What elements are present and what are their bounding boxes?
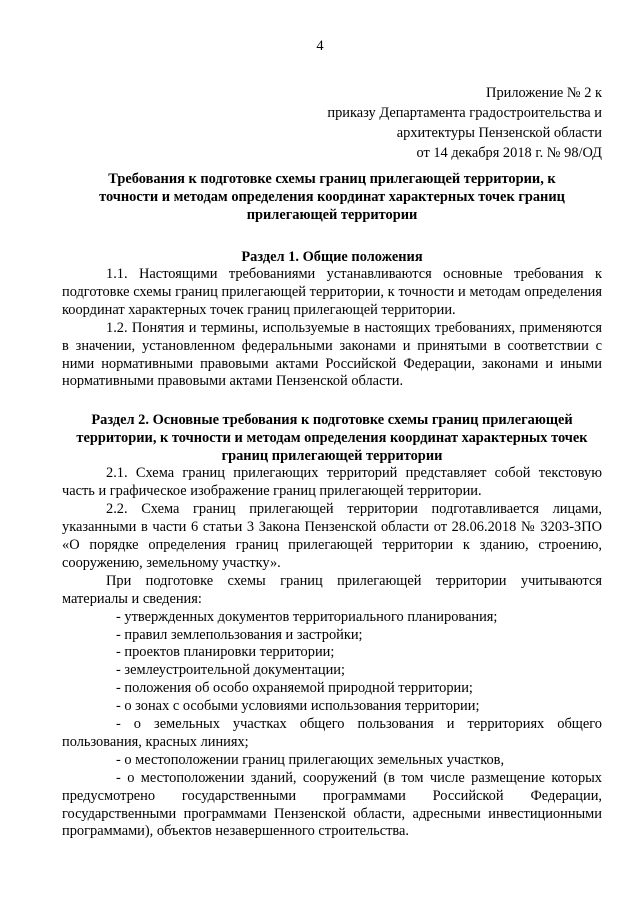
list-item: - утвержденных документов территориального планирования; xyxy=(116,608,498,625)
paragraph-2-2: 2.2. Схема границ прилегающей территории подготавливается лицами, указанными в части 6 статьи 3 Закона Пензенской области от 28.06.2018 № 3203-ЗПО «О порядке определения границ прилегающей территории к зданию, строению, сооружению, земельному участку». xyxy=(62,501,602,571)
appendix-line-3: архитектуры Пензенской области xyxy=(396,125,602,141)
list-item: - о зонах с особыми условиями использования территории; xyxy=(116,698,480,715)
appendix-line-1: Приложение № 2 к xyxy=(486,85,602,101)
section-1-heading: Раздел 1. Общие положения xyxy=(241,249,423,265)
appendix-line-2: приказу Департамента градостроительства и xyxy=(327,105,602,121)
page-number: 4 xyxy=(316,38,324,54)
list-item: - землеустроительной документации; xyxy=(116,662,345,679)
document-title: Требования к подготовке схемы границ прилегающей территории, к точности и методам определения координат характерных точек границ прилегающей территории xyxy=(99,171,565,223)
appendix-block xyxy=(327,83,602,163)
paragraph-materials-intro: При подготовке схемы границ прилегающей территории учитываются материалы и сведения: xyxy=(62,572,602,607)
section-2-heading: Раздел 2. Основные требования к подготовке схемы границ прилегающей территории, к точности и методам определения координат характерных точек границ прилегающей территории xyxy=(76,412,588,465)
list-item: - о местоположении границ прилегающих земельных участков, xyxy=(116,751,505,768)
list-item: - правил землепользования и застройки; xyxy=(116,626,363,643)
materials-list xyxy=(62,609,602,842)
paragraph-2-1: 2.1. Схема границ прилегающих территорий представляет собой текстовую часть и графическое изображение границ прилегающей территории. xyxy=(62,465,602,500)
paragraph-1-2: 1.2. Понятия и термины, используемые в настоящих требованиях, применяются в значении, установленном федеральными законами и принятыми в соответствии с ними нормативными правовыми актами Российской Федерации, законами и иными нормативными правовыми актами Пензенской области. xyxy=(62,319,602,390)
paragraph-1-1: 1.1. Настоящими требованиями устанавливаются основные требования к подготовке схемы границ прилегающей территории, к точности и методам определения координат характерных точек границ прилегающей территории. xyxy=(62,266,602,318)
list-item: - о местоположении зданий, сооружений (в том числе размещение которых предусмотрено государственными программами Российской Федерации, государственными программами Пензенской области, адресными инвестиционными программами), объектов незавершенного строительства. xyxy=(62,769,602,840)
list-item: - положения об особо охраняемой природной территории; xyxy=(116,680,473,697)
appendix-line-4: от 14 декабря 2018 г. № 98/ОД xyxy=(416,145,602,161)
document-body xyxy=(62,170,602,841)
list-item: - проектов планировки территории; xyxy=(116,644,335,661)
list-item: - о земельных участках общего пользования и территориях общего пользования, красных линиях; xyxy=(62,716,602,750)
